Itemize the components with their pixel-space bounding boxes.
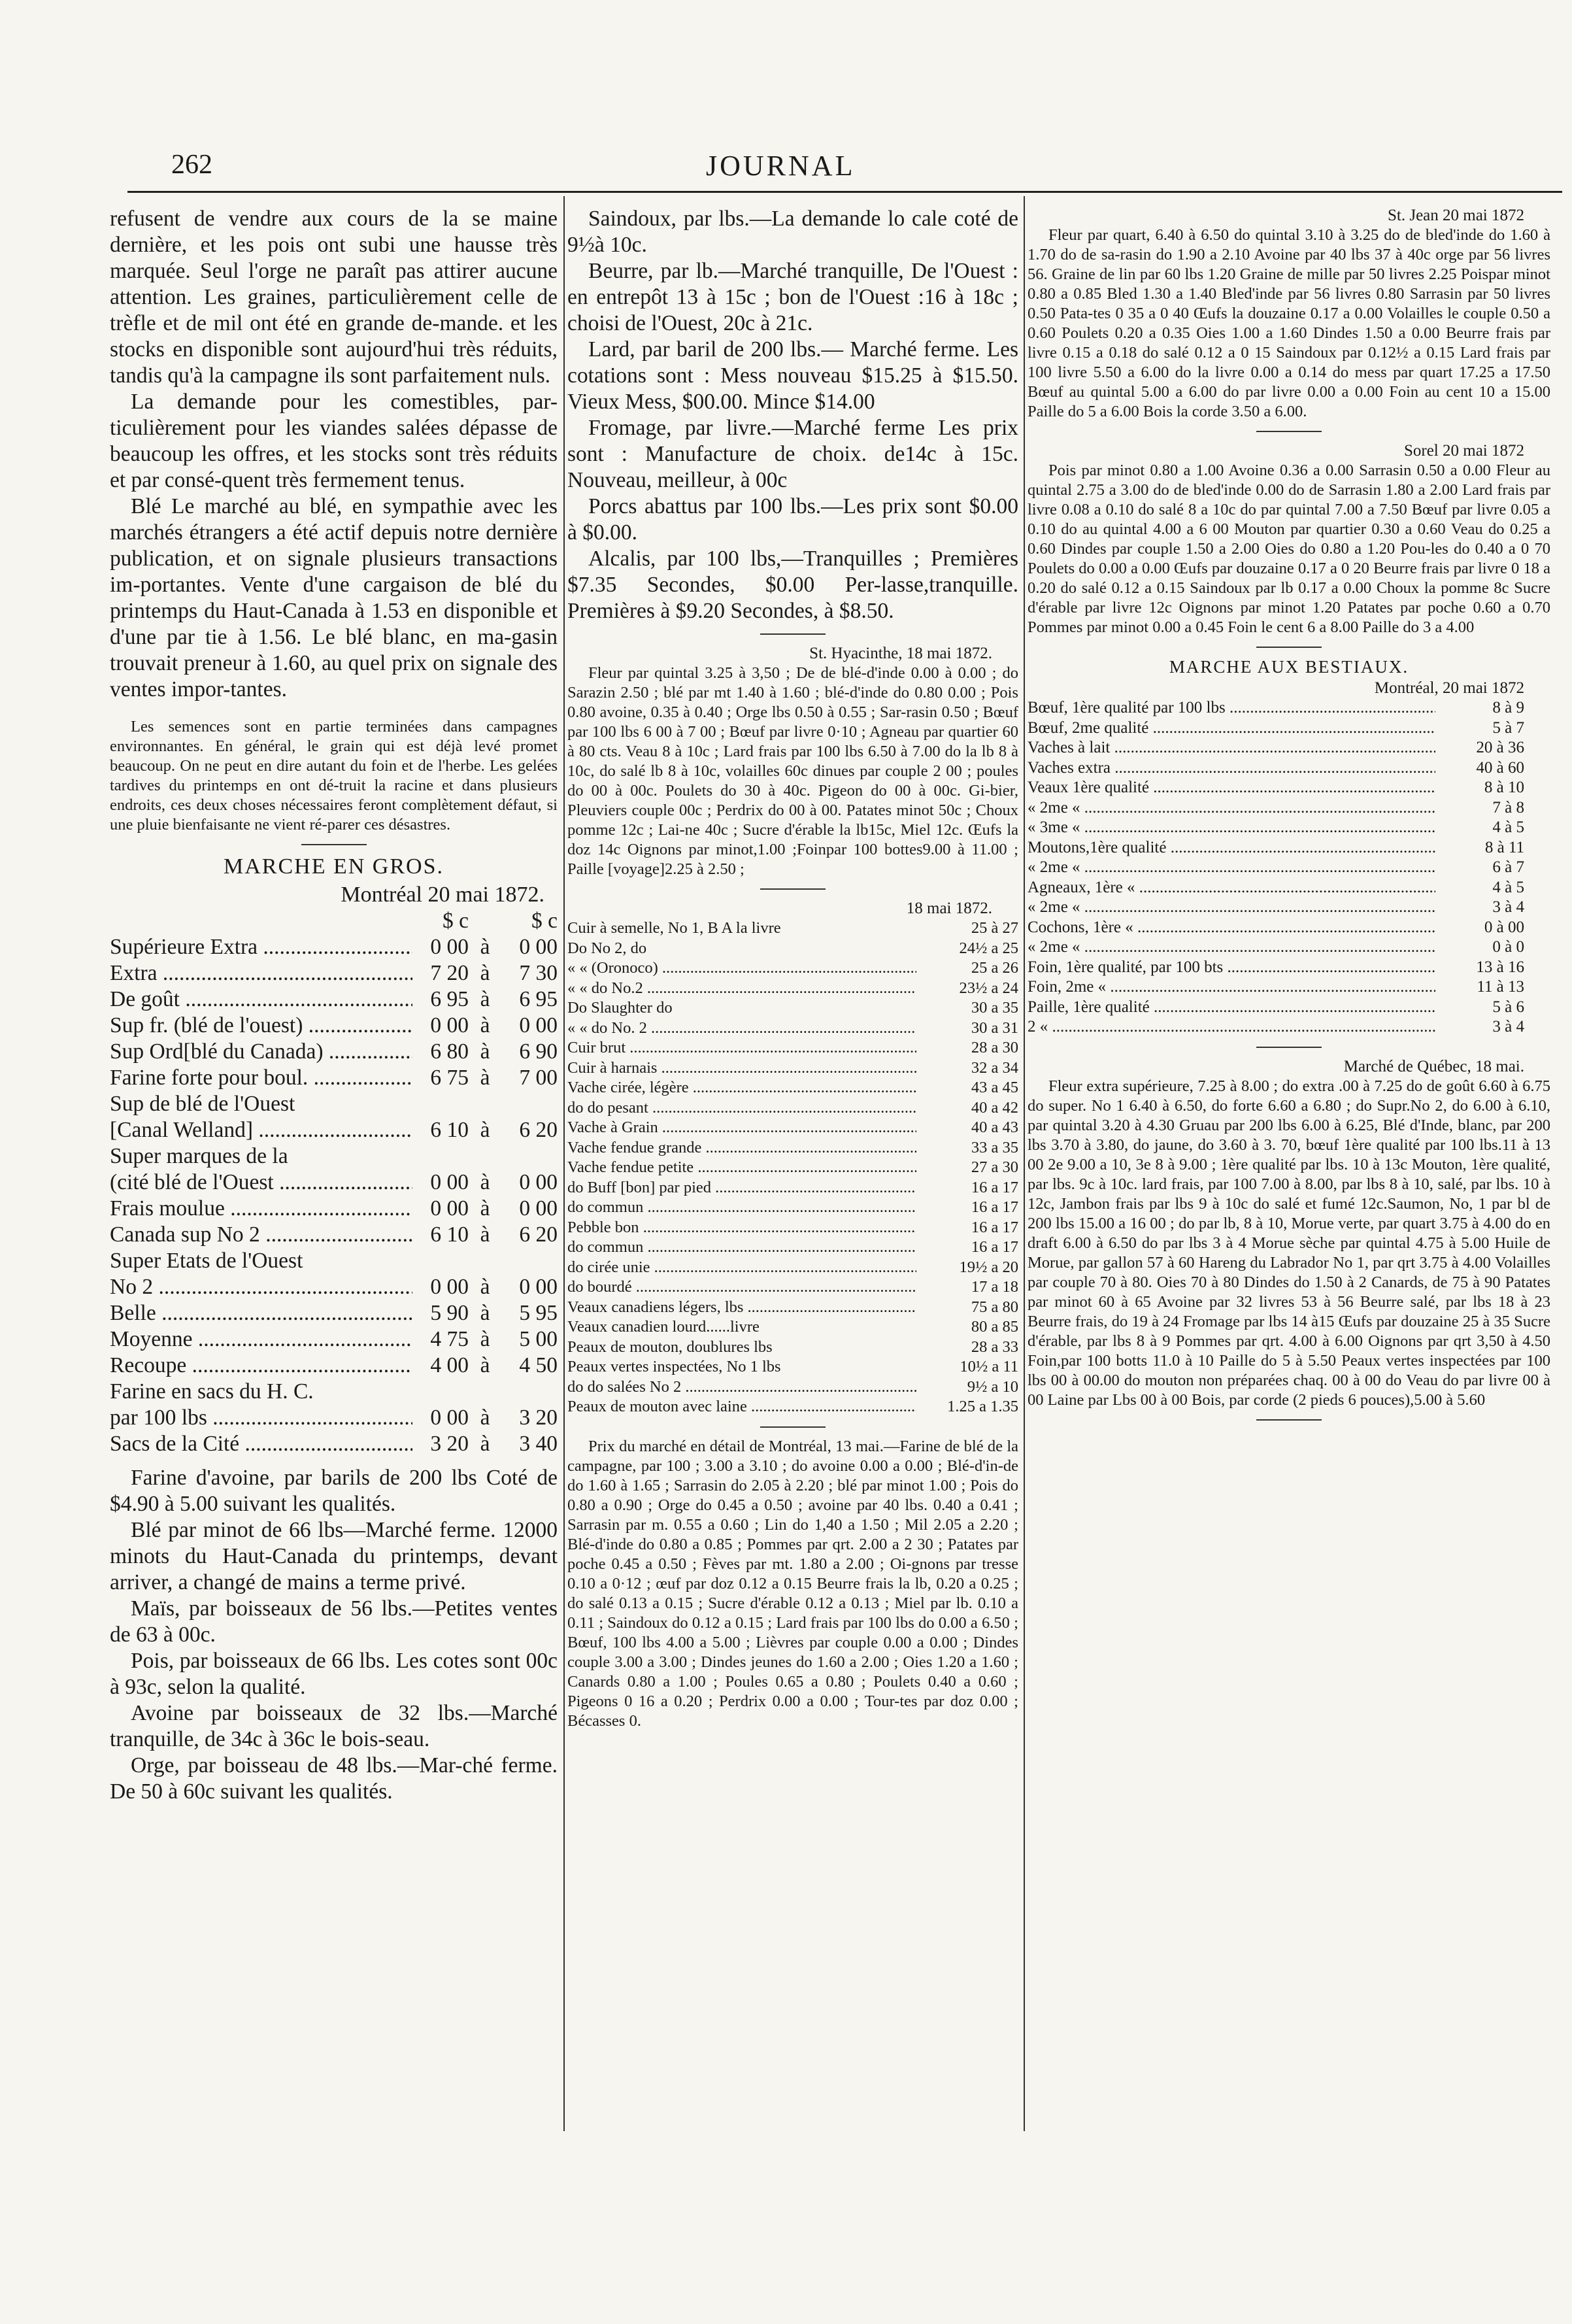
price-range: 40 a 43 [916, 1118, 1018, 1138]
dateline: Sorel 20 mai 1872 [1403, 442, 1524, 460]
price-label: « 2me « ..... [1028, 937, 1435, 958]
price-row [567, 1338, 1018, 1358]
dateline: 18 mai 1872. [906, 900, 992, 917]
price-label: « 3me « ..... [1028, 818, 1435, 838]
dateline: Montréal, 20 mai 1872 [1374, 679, 1524, 697]
price-label: Pebble bon ..... [567, 1218, 916, 1238]
price-label: Belle ..... [110, 1300, 412, 1326]
price-row [567, 939, 1018, 959]
price-row [110, 1170, 558, 1196]
price-label: do do salées No 2 ..... [567, 1377, 916, 1398]
price-high: 0 00 [501, 1170, 558, 1196]
price-label: Paille, 1ère qualité ..... [1028, 998, 1435, 1018]
price-label: Do Slaughter do [567, 999, 673, 1017]
price-label: Vache fendue grande ..... [567, 1138, 916, 1158]
price-separator: à [469, 960, 501, 986]
price-range: 27 a 30 [916, 1158, 1018, 1178]
price-separator: à [469, 1300, 501, 1326]
price-label: Extra ..... [110, 960, 412, 986]
price-label: Vache à Grain ..... [567, 1118, 916, 1138]
price-high [501, 1143, 558, 1170]
price-row [567, 1357, 1018, 1377]
price-label: do Buff [bon] par pied ..... [567, 1178, 916, 1198]
price-separator: à [469, 1170, 501, 1196]
price-label: Cochons, 1ère « ..... [1028, 918, 1435, 938]
price-label: Canada sup No 2 ..... [110, 1222, 412, 1248]
body-paragraph: Saindoux, par lbs.—La demande lo cale coté de 9½à 10c. [567, 207, 1018, 257]
price-label: Cuir à harnais ..... [567, 1058, 916, 1079]
price-row [1028, 778, 1550, 798]
price-high: 7 00 [501, 1065, 558, 1091]
price-label: do commun ..... [567, 1238, 916, 1258]
price-high: 6 90 [501, 1039, 558, 1065]
price-row [110, 1065, 558, 1091]
price-range: 80 a 85 [971, 1318, 1018, 1336]
section-rule [760, 888, 826, 890]
price-range: 10½ a 11 [960, 1358, 1018, 1375]
price-row [110, 1248, 558, 1274]
top-rule [127, 191, 1562, 193]
price-row [567, 1397, 1018, 1417]
dateline: Montréal 20 mai 1872. [341, 883, 544, 907]
price-row [1028, 958, 1550, 978]
price-row [1028, 698, 1550, 718]
price-label: (cité blé de l'Ouest ..... [110, 1170, 412, 1196]
price-low: 0 00 [412, 1405, 469, 1431]
price-separator: à [469, 986, 501, 1013]
running-head: JOURNAL [706, 150, 856, 182]
price-low: 3 20 [412, 1431, 469, 1457]
price-row [567, 1178, 1018, 1198]
price-low: 6 10 [412, 1117, 469, 1143]
price-high [501, 1379, 558, 1405]
column-1 [110, 206, 558, 2298]
price-high: 6 20 [501, 1222, 558, 1248]
price-label: Sacs de la Cité ..... [110, 1431, 412, 1457]
price-row [110, 1091, 558, 1117]
price-range: 11 à 13 [1435, 977, 1524, 998]
section-heading: MARCHE EN GROS. [224, 854, 444, 879]
price-row [567, 1158, 1018, 1178]
price-label: par 100 lbs ..... [110, 1405, 412, 1431]
price-row [110, 934, 558, 960]
price-row [567, 1238, 1018, 1258]
price-row [567, 1317, 1018, 1338]
section-rule [301, 844, 367, 845]
price-low: 0 00 [412, 1196, 469, 1222]
price-label: do cirée unie ..... [567, 1258, 916, 1278]
price-high [501, 1091, 558, 1117]
price-label: Moutons,1ère qualité ..... [1028, 838, 1435, 858]
price-table-header: $ c $ c [443, 909, 558, 933]
price-separator: à [469, 1326, 501, 1353]
price-row [110, 1274, 558, 1300]
price-range: 20 à 36 [1435, 738, 1524, 758]
price-high: 0 00 [501, 934, 558, 960]
price-high: 0 00 [501, 1274, 558, 1300]
price-separator [469, 1143, 501, 1170]
column-2 [567, 206, 1018, 2298]
price-range: 16 a 17 [916, 1218, 1018, 1238]
price-label: « « (Oronoco) ..... [567, 958, 916, 979]
price-label: Super Etats de l'Ouest [110, 1249, 303, 1273]
price-label: Sup fr. (blé de l'ouest) ..... [110, 1013, 412, 1039]
price-range: 1.25 a 1.35 [916, 1397, 1018, 1417]
market-report: Pois par minot 0.80 a 1.00 Avoine 0.36 a 0.00 Sarrasin 0.50 a 0.00 Fleur au quintal 2.75 a 3.00 do de bled'inde 0.00 do de Sarrasin 1.80 a 2.00 Lard frais par livre 0.08 a 0.10 do salé 8 a 10c do par quintal 7.00 a 7.50 Bœuf par livre 0.05 a 0.10 do au quintal 4.00 a 6 00 Mouton par quartier 0.30 a 0.60 Veau do 0.25 a 0.60 Dindes par couple 1.50 a 2.00 Oies do 0.80 a 1.20 Pou-les do 0.40 a 0 70 Poulets do 0.00 a 0.00 Œufs par douzaine 0.17 a 0 20 Beurre frais par livre 0 18 a 0.20 do salé 0.12 a 0.15 Saindoux par lb 0.17 a 0.00 Choux la pomme 8c Sucre d'érable par livre 12c Oignons par minot 1.20 Patates par poche 0.60 a 0.70 Pommes par minot 0.00 a 0.45 Foin le cent 6 a 8.00 Paille do 3 a 4.00 [1028, 462, 1550, 636]
body-paragraph: Porcs abattus par 100 lbs.—Les prix sont $0.00 à $0.00. [567, 494, 1018, 545]
price-label: Vaches extra ..... [1028, 758, 1435, 779]
price-separator: à [469, 934, 501, 960]
body-paragraph: refusent de vendre aux cours de la se maine dernière, et les pois ont subi une hausse très marquée. Seul l'orge ne paraît pas attirer aucune attention. Les graines, particulièrement celle de trèfle et de mil ont été en grande de-mande. et les stocks en disponible sont aujourd'hui très réduits, tandis qu'à la campagne ils sont parfaitement nuls. [110, 207, 558, 388]
price-label: Cuir à semelle, No 1, B A la livre [567, 919, 781, 937]
price-label: Sup Ord[blé du Canada) ..... [110, 1039, 412, 1065]
price-row [1028, 738, 1550, 758]
price-low: 6 95 [412, 986, 469, 1013]
price-row [1028, 1017, 1550, 1037]
price-low [412, 1143, 469, 1170]
price-row [110, 960, 558, 986]
price-row [1028, 937, 1550, 958]
price-separator [469, 1379, 501, 1405]
price-range: 16 a 17 [916, 1238, 1018, 1258]
dateline: St. Hyacinthe, 18 mai 1872. [809, 645, 992, 662]
price-range: 8 à 11 [1435, 838, 1524, 858]
price-low: 0 00 [412, 1170, 469, 1196]
price-separator [469, 1091, 501, 1117]
section-rule [1256, 1419, 1322, 1421]
price-range: 25 à 27 [971, 919, 1018, 937]
price-row [567, 1218, 1018, 1238]
column-divider [563, 196, 565, 2131]
price-low: 6 75 [412, 1065, 469, 1091]
price-row [567, 958, 1018, 979]
section-rule [760, 1426, 826, 1428]
price-separator: à [469, 1196, 501, 1222]
price-range: 5 à 7 [1435, 718, 1524, 739]
price-row [110, 1117, 558, 1143]
price-label: Foin, 1ère qualité, par 100 bts ..... [1028, 958, 1435, 978]
market-report: Fleur extra supérieure, 7.25 à 8.00 ; do extra .00 à 7.25 do de goût 6.60 à 6.75 do super. No 1 6.40 à 6.50, do forte 6.60 a 6.80 ; do Supr.No 2, do 6.00 à 6.10, par quintal 3.20 à 4.30 Gruau par 200 lbs 6.00 à 6.25, Blé d'Inde, blanc, par 200 lbs 3.70 à 3.80, do jaune, do 3.60 à 3. 70, bœuf 1ère qualité par 100 lbs.11 à 13 00 2e 9.00 a 10, 3e 8 à 9.00 ; 1ère qualité par lbs. 10 à 13c Mouton, 1ère qualité, par lbs. 9c à 10c. lard frais, par 100 7.00 à 8.00, par lbs 8 à 10, salé, par lbs. 10 à 12c, Jambon frais par lbs 9 à 10c do salé et fumé 12c.Saumon, No, 1 par bl de 200 lbs 15.00 a 16 00 ; do par lb, 8 à 10, Morue verte, par quart 3.75 à 4.00 do en draft 6.00 à 6.50 do par lbs 3 à 4 Morue sèche par quintal 4.75 à 5.00 Huile de Morue, par gallon 57 à 60 Hareng du Labrador No 1, par qrt 3.75 à 4.00 Volailles par couple 70 à 80. Oies 70 à 80 Dindes do 1.50 à 2 Canards, de 75 à 90 Patates par minot 60 à 65 Avoine par 32 livres 53 à 56 Beurre salé, par lbs 18 à 23 Beurre frais, do 19 à 24 Fromage par lbs 14 à15 Œufs par douzaine 25 à 35 Sucre d'érable, par lbs 8 à 9 Pommes par qrt. 4.00 à 6.00 Oignons par qrt 3,50 à 4.50 Foin,par 100 botts 11.0 à 10 Paille do 5 à 5.50 Peaux vertes inspectées par 100 lbs 00 à 00.00 do mouton non préparées chaq. 00 à 00 do Veau do par livre 00 à 00 Laine par Lbs 00 à 00 Bois, par corde (2 pieds 6 pouces),5.00 à 5.60 [1028, 1077, 1550, 1409]
price-range: 24½ a 25 [959, 939, 1018, 957]
price-range: 30 a 31 [916, 1019, 1018, 1039]
price-range: 25 a 26 [916, 958, 1018, 979]
price-high: 6 95 [501, 986, 558, 1013]
price-row [1028, 918, 1550, 938]
price-separator: à [469, 1353, 501, 1379]
price-row [567, 1198, 1018, 1218]
price-label: [Canal Welland] ..... [110, 1117, 412, 1143]
price-range: 3 à 4 [1435, 1017, 1524, 1037]
body-paragraph: Alcalis, par 100 lbs,—Tranquilles ; Premières $7.35 Secondes, $0.00 Per-lasse,tranquille. Premières à $9.20 Secondes, à $8.50. [567, 547, 1018, 623]
price-range: 7 à 8 [1435, 798, 1524, 818]
price-high: 5 95 [501, 1300, 558, 1326]
price-row [110, 1222, 558, 1248]
price-range: 13 à 16 [1435, 958, 1524, 978]
price-label: Vache cirée, légère ..... [567, 1078, 916, 1098]
section-rule [1256, 1047, 1322, 1048]
price-label: do commun ..... [567, 1198, 916, 1218]
price-row [567, 1058, 1018, 1079]
price-separator: à [469, 1117, 501, 1143]
price-low: 6 80 [412, 1039, 469, 1065]
crop-note: Les semences sont en partie terminées dans campagnes environnantes. En général, le grain qui est déjà levé promet beaucoup. On ne peut en dire autant du foin et de l'herbe. Les gelées tardives du printemps en ont dé-truit la racine et dans plusieurs endroits, ces deux choses nécessaires feront complètement défaut, si une pluie bienfaisante ne vient ré-parer ces désastres. [110, 718, 558, 834]
price-row [1028, 718, 1550, 739]
price-row [567, 918, 1018, 939]
leather-price-table [567, 918, 1018, 1417]
price-high: 5 00 [501, 1326, 558, 1353]
price-low: 6 10 [412, 1222, 469, 1248]
price-low: 0 00 [412, 1013, 469, 1039]
price-row [110, 1143, 558, 1170]
price-label: 2 « ..... [1028, 1017, 1435, 1037]
price-low: 0 00 [412, 934, 469, 960]
price-range: 5 à 6 [1435, 998, 1524, 1018]
price-row [1028, 898, 1550, 918]
price-row [567, 979, 1018, 999]
body-paragraph: La demande pour les comestibles, par-ticulièrement pour les viandes salées dépasse de beaucoup les offres, et les stocks sont très réduits et par consé-quent très fermement tenus. [110, 390, 558, 492]
price-label: Vache fendue petite ..... [567, 1158, 916, 1178]
price-row [567, 1019, 1018, 1039]
price-row [110, 1353, 558, 1379]
body-paragraph: Lard, par baril de 200 lbs.— Marché ferme. Les cotations sont : Mess nouveau $15.25 à $15.50. Vieux Mess, $00.00. Mince $14.00 [567, 337, 1018, 414]
price-high: 6 20 [501, 1117, 558, 1143]
price-label: No 2 ..... [110, 1274, 412, 1300]
price-row [1028, 798, 1550, 818]
price-range: 8 à 9 [1435, 698, 1524, 718]
market-report: Fleur par quintal 3.25 à 3,50 ; De de blé-d'inde 0.00 à 0.00 ; do Sarazin 2.50 ; blé par mt 1.40 à 1.60 ; blé-d'inde do 0.80 0.00 ; Pois 0.80 avoine, 0.35 à 0.40 ; Orge lbs 0.50 à 0.55 ; Sar-rasin 0.50 ; Bœuf par 100 lbs 6 00 à 7 00 ; Bœuf par livre 0·10 ; Agneau par quartier 60 à 80 cts. Veau 8 à 10c ; Lard frais par 100 lbs 6.50 à 7.00 do la lb 8 à 10c, do salé lb 8 à 10c, volailles 60c dinues par couple 2 00 ; poules do 00 à 00c. Poulets do 30 à 40c. Pigeon do 00 à 00c. Gi-bier, Pleuviers couple 00c ; Perdrix do 00 à 00. Patates minot 50c ; Choux pomme 12c ; Lai-ne 40c ; Sucre d'érable la lb15c, Miel 12c. Œufs la doz 14c Oignons par minot,1.00 ;Foinpar 100 bottes9.00 à 11.00 ; Paille [voyage]2.25 à 2.50 ; [567, 664, 1018, 878]
body-paragraph: Beurre, par lb.—Marché tranquille, De l'Ouest : en entrepôt 13 à 15c ; bon de l'Ouest :16 à 18c ; choisi de l'Ouest, 20c à 21c. [567, 259, 1018, 335]
price-range: 4 à 5 [1435, 818, 1524, 838]
price-label: Peaux de mouton, doublures lbs [567, 1338, 773, 1356]
body-paragraph: Orge, par boisseau de 48 lbs.—Mar-ché ferme. De 50 à 60c suivant les qualités. [110, 1753, 558, 1804]
market-report: Fleur par quart, 6.40 à 6.50 do quintal 3.10 à 3.25 do de bled'inde do 1.60 à 1.70 do de sa-rasin do 1.90 a 2.10 Avoine par 40 lbs 37 à 40c orge par 56 livres 56. Graine de lin par 60 lbs 1.20 Graine de mille par 50 livres 2.25 Poispar minot 0.80 a 0.85 Bled 1.30 a 1.40 Bled'inde par 56 livres 0.80 Sarrasin par 50 livres 0.50 Pata-tes 0 35 a 0 40 Œufs la douzaine 0.17 a 0.00 Volailles le couple 0.50 a 0.60 Poulets 0.20 a 0.35 Oies 1.00 a 1.60 Dindes 1.50 a 0.00 Beurre frais par livre 0.15 a 0.18 do salé 0.12 a 0 15 Saindoux par 0.12½ a 0.15 Lard frais par 100 livre 5.50 a 6.00 do la livre 0.00 a 0.14 do mess par quart 17.25 a 17.50 Bœuf au quintal 5.00 a 6.00 do par livre 0.00 a 0.00 Foin au cent 10 a 15.00 Paille do 5 a 6.00 Bois la corde 3.50 a 6.00. [1028, 226, 1550, 420]
price-label: Sup de blé de l'Ouest [110, 1092, 295, 1116]
price-label: « 2me « ..... [1028, 898, 1435, 918]
price-row [110, 986, 558, 1013]
section-rule [1256, 431, 1322, 432]
price-row [110, 1196, 558, 1222]
price-high: 3 20 [501, 1405, 558, 1431]
price-row [1028, 858, 1550, 878]
price-separator [469, 1248, 501, 1274]
body-paragraph: Avoine par boisseaux de 32 lbs.—Marché tranquille, de 34c à 36c le bois-seau. [110, 1701, 558, 1751]
price-label: Super marques de la [110, 1144, 288, 1168]
price-high [501, 1248, 558, 1274]
price-range: 43 a 45 [916, 1078, 1018, 1098]
price-row [567, 1118, 1018, 1138]
price-row [110, 1405, 558, 1431]
section-rule [1256, 647, 1322, 648]
price-range: 0 à 00 [1435, 918, 1524, 938]
section-rule [760, 633, 826, 635]
price-label: « 2me « ..... [1028, 798, 1435, 818]
price-range: 19½ a 20 [916, 1258, 1018, 1278]
price-row [1028, 838, 1550, 858]
price-label: Supérieure Extra ..... [110, 934, 412, 960]
price-range: 40 à 60 [1435, 758, 1524, 779]
price-label: Vaches à lait ..... [1028, 738, 1435, 758]
price-low: 4 00 [412, 1353, 469, 1379]
page-number: 262 [171, 150, 212, 180]
price-row [567, 998, 1018, 1019]
price-range: 23½ a 24 [916, 979, 1018, 999]
price-range: 16 a 17 [916, 1178, 1018, 1198]
price-row [110, 1039, 558, 1065]
price-range: 75 a 80 [916, 1298, 1018, 1318]
price-row [110, 1300, 558, 1326]
price-label: Recoupe ..... [110, 1353, 412, 1379]
body-paragraph: Blé par minot de 66 lbs—Marché ferme. 12000 minots du Haut-Canada du printemps, devant arriver, a changé de mains a terme privé. [110, 1518, 558, 1594]
body-paragraph: Maïs, par boisseaux de 56 lbs.—Petites ventes de 63 à 00c. [110, 1596, 558, 1647]
price-label: Peaux de mouton avec laine ..... [567, 1397, 916, 1417]
price-range: 28 a 33 [971, 1338, 1018, 1356]
price-range: 33 a 35 [916, 1138, 1018, 1158]
price-range: 28 a 30 [916, 1038, 1018, 1058]
price-row [1028, 758, 1550, 779]
price-high: 3 40 [501, 1431, 558, 1457]
body-paragraph: Blé Le marché au blé, en sympathie avec les marchés étrangers a été actif depuis notre dernière publication, et on signale plusieurs transactions im-portantes. Vente d'une cargaison de blé du printemps du Haut-Canada à 1.53 en disponible et d'une par tie à 1.56. Le blé blanc, en ma-gasin trouvait preneur à 1.60, au quel prix on signale des ventes impor-tantes. [110, 494, 558, 701]
price-label: Moyenne ..... [110, 1326, 412, 1353]
price-row [110, 1431, 558, 1457]
price-label: Farine forte pour boul. ..... [110, 1065, 412, 1091]
price-label: De goût ..... [110, 986, 412, 1013]
price-row [567, 1038, 1018, 1058]
price-row [110, 1379, 558, 1405]
price-label: Cuir brut ..... [567, 1038, 916, 1058]
column-3 [1028, 206, 1550, 2298]
body-paragraph: Fromage, par livre.—Marché ferme Les prix sont : Manufacture de choix. de14c à 15c. Nouveau, meilleur, à 00c [567, 416, 1018, 492]
price-separator: à [469, 1039, 501, 1065]
body-paragraph: Pois, par boisseaux de 66 lbs. Les cotes sont 00c à 93c, selon la qualité. [110, 1649, 558, 1699]
price-label: Frais moulue ..... [110, 1196, 412, 1222]
price-row [567, 1138, 1018, 1158]
price-separator: à [469, 1065, 501, 1091]
price-range: 9½ a 10 [916, 1377, 1018, 1398]
price-label: do do pesant ..... [567, 1098, 916, 1119]
price-row [567, 1277, 1018, 1298]
price-separator: à [469, 1431, 501, 1457]
price-range: 17 a 18 [916, 1277, 1018, 1298]
price-label: Bœuf, 2me qualité ..... [1028, 718, 1435, 739]
price-label: Veaux 1ère qualité ..... [1028, 778, 1435, 798]
price-row [567, 1258, 1018, 1278]
price-label: Do No 2, do [567, 939, 647, 957]
price-separator: à [469, 1222, 501, 1248]
price-label: Veaux canadiens légers, lbs ..... [567, 1298, 916, 1318]
price-low: 7 20 [412, 960, 469, 986]
price-separator: à [469, 1405, 501, 1431]
price-row [567, 1078, 1018, 1098]
price-label: Bœuf, 1ère qualité par 100 lbs ..... [1028, 698, 1435, 718]
price-range: 8 à 10 [1435, 778, 1524, 798]
price-label: « 2me « ..... [1028, 858, 1435, 878]
price-label: do bourdé ..... [567, 1277, 916, 1298]
price-row [1028, 977, 1550, 998]
price-low: 0 00 [412, 1274, 469, 1300]
price-separator: à [469, 1013, 501, 1039]
price-row [110, 1326, 558, 1353]
price-label: « « do No. 2 ..... [567, 1019, 916, 1039]
price-range: 40 a 42 [916, 1098, 1018, 1119]
price-label: « « do No.2 ..... [567, 979, 916, 999]
price-range: 0 à 0 [1435, 937, 1524, 958]
price-row [110, 1013, 558, 1039]
price-low [412, 1248, 469, 1274]
price-range: 4 à 5 [1435, 878, 1524, 898]
price-high: 4 50 [501, 1353, 558, 1379]
price-separator: à [469, 1274, 501, 1300]
price-label: Peaux vertes inspectées, No 1 lbs [567, 1358, 781, 1375]
price-label: Farine en sacs du H. C. [110, 1379, 314, 1404]
price-range: 16 a 17 [916, 1198, 1018, 1218]
price-label: Foin, 2me « ..... [1028, 977, 1435, 998]
price-row [567, 1377, 1018, 1398]
column-divider [1024, 196, 1025, 2131]
market-report: Prix du marché en détail de Montréal, 13 mai.—Farine de blé de la campagne, par 100 ; 3.00 a 3.10 ; do avoine 0.00 a 0.00 ; Blé-d'in-de do 1.60 à 1.65 ; Sarrasin do 2.05 à 2.20 ; blé par minot 1.00 ; Pois do 0.80 a 0.90 ; Orge do 0.45 a 0.50 ; avoine par 40 lbs. 0.40 a 0.41 ; Sarrasin par m. 0.55 a 0.60 ; Lin do 1,40 a 1.50 ; Mil 2.05 a 2.20 ; Blé-d'inde do 0.80 a 0.85 ; Pommes par qrt. 2.00 a 2 30 ; Patates par poche 0.45 a 0.50 ; Fèves par mt. 1.80 a 2.00 ; Oi-gnons par tresse 0.10 a 0·12 ; œuf par doz 0.12 a 0.15 Beurre frais la lb, 0.20 a 0.25 ; do salé 0.13 a 0.15 ; Sucre d'érable 0.12 a 0.13 ; Miel par lb. 0.10 a 0.11 ; Saindoux do 0.12 a 0.15 ; Lard frais par 100 lbs do 0.00 a 6.50 ; Bœuf, 100 lbs 4.00 a 5.00 ; Lièvres par couple 0.00 a 0.00 ; Dindes couple 3.00 a 3.00 ; Dindes jeunes do 1.60 a 2.00 ; Oies 1.20 a 1.60 ; Canards 0.80 a 1.00 ; Poules 0.65 a 0.80 ; Poulets 0.40 a 0.60 ; Pigeons 0 16 a 0.20 ; Perdrix 0.00 a 0.00 ; Tour-tes par doz 0.00 ; Bécasses 0. [567, 1437, 1018, 1730]
dateline: St. Jean 20 mai 1872 [1387, 207, 1524, 224]
price-range: 3 à 4 [1435, 898, 1524, 918]
price-row [567, 1098, 1018, 1119]
body-paragraph: Farine d'avoine, par barils de 200 lbs Coté de $4.90 à 5.00 suivant les qualités. [110, 1466, 558, 1516]
price-low: 5 90 [412, 1300, 469, 1326]
price-low: 4 75 [412, 1326, 469, 1353]
price-high: 0 00 [501, 1013, 558, 1039]
price-table [110, 934, 558, 1457]
price-high: 0 00 [501, 1196, 558, 1222]
price-row [1028, 878, 1550, 898]
section-heading: MARCHE AUX BESTIAUX. [1169, 657, 1409, 677]
price-range: 6 à 7 [1435, 858, 1524, 878]
price-low [412, 1379, 469, 1405]
price-row [1028, 818, 1550, 838]
price-row [567, 1298, 1018, 1318]
price-label: Veaux canadien lourd......livre [567, 1318, 760, 1336]
price-high: 7 30 [501, 960, 558, 986]
dateline: Marché de Québec, 18 mai. [1343, 1057, 1524, 1075]
price-range: 32 a 34 [916, 1058, 1018, 1079]
price-label: Agneaux, 1ère « ..... [1028, 878, 1435, 898]
cattle-price-table [1028, 698, 1550, 1037]
price-low [412, 1091, 469, 1117]
price-row [1028, 998, 1550, 1018]
price-range: 30 a 35 [971, 999, 1018, 1017]
